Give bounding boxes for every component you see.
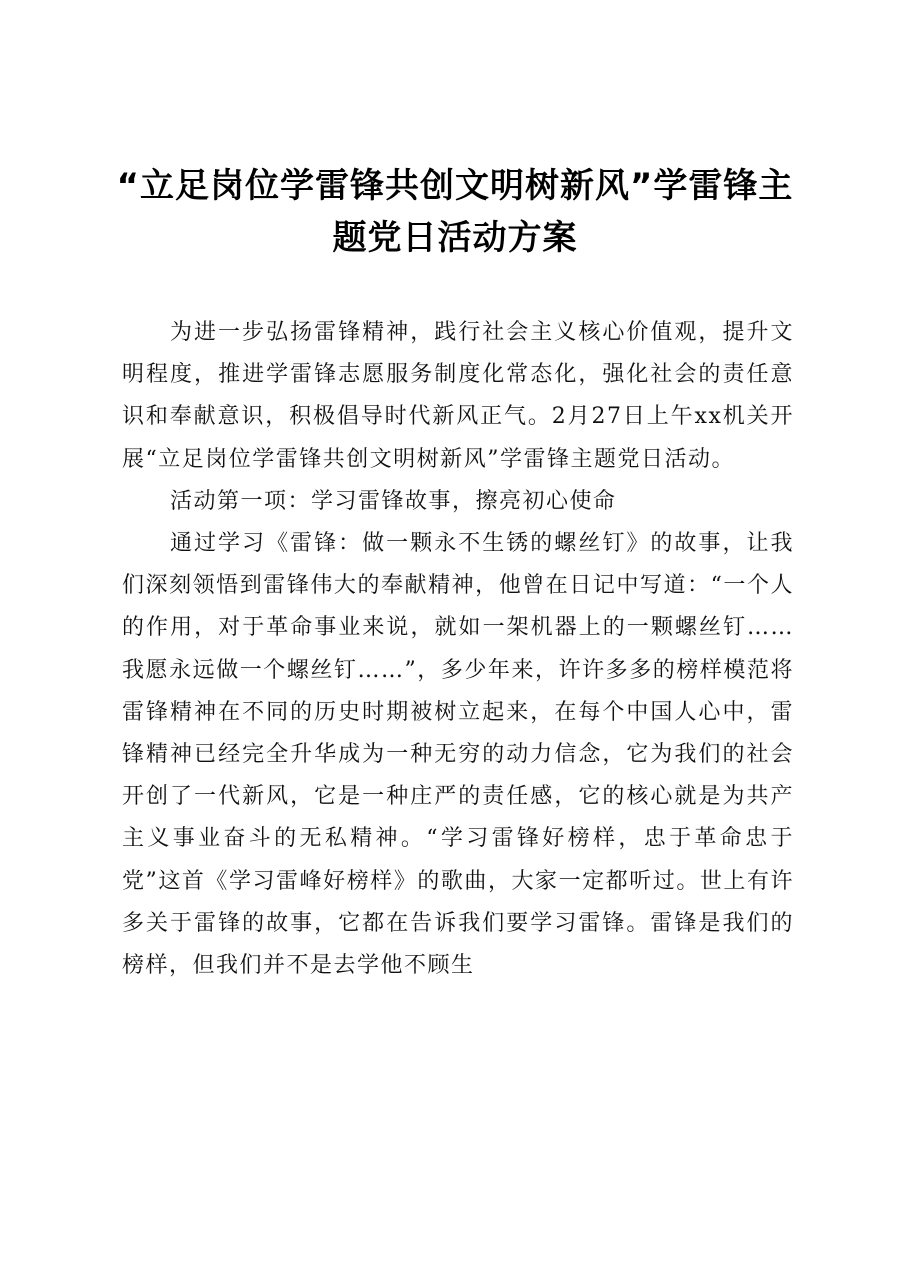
- document-title: [110, 160, 800, 264]
- title-line-2: 题党日活动方案: [332, 218, 578, 258]
- title-line-1: “立足岗位学雷锋共创文明树新风”学雷锋主: [116, 166, 794, 206]
- activity-one-paragraph: 通过学习《雷锋：做一颗永不生锈的螺丝钉》的故事，让我们深刻领悟到雷锋伟大的奉献精神，他曾在日记中写道：“一个人的作用，对于革命事业来说，就如一架机器上的一颗螺丝钉……我愿永远做一个螺丝钉……”，多少年来，许许多多的榜样模范将雷锋精神在不同的历史时期被树立起来，在每个中国人心中，雷锋精神已经完全升华成为一种无穷的动力信念，它为我们的社会开创了一代新风，它是一种庄严的责任感，它的核心就是为共产主义事业奋斗的无私精神。“学习雷锋好榜样，忠于革命忠于党”这首《学习雷峰好榜样》的歌曲，大家一定都听过。世上有许多关于雷锋的故事，它都在告诉我们要学习雷锋。雷锋是我们的榜样，但我们并不是去学他不顾生: [122, 531, 794, 979]
- document-body: [122, 312, 794, 987]
- activity-one-heading: 活动第一项：学习雷锋故事，擦亮初心使命: [170, 488, 617, 514]
- intro-paragraph: 为进一步弘扬雷锋精神，践行社会主义核心价值观，提升文明程度，推进学雷锋志愿服务制度化常态化，强化社会的责任意识和奉献意识，积极倡导时代新风正气。2月27日上午xx机关开展“立足岗位学雷锋共创文明树新风”学雷锋主题党日活动。: [122, 320, 794, 472]
